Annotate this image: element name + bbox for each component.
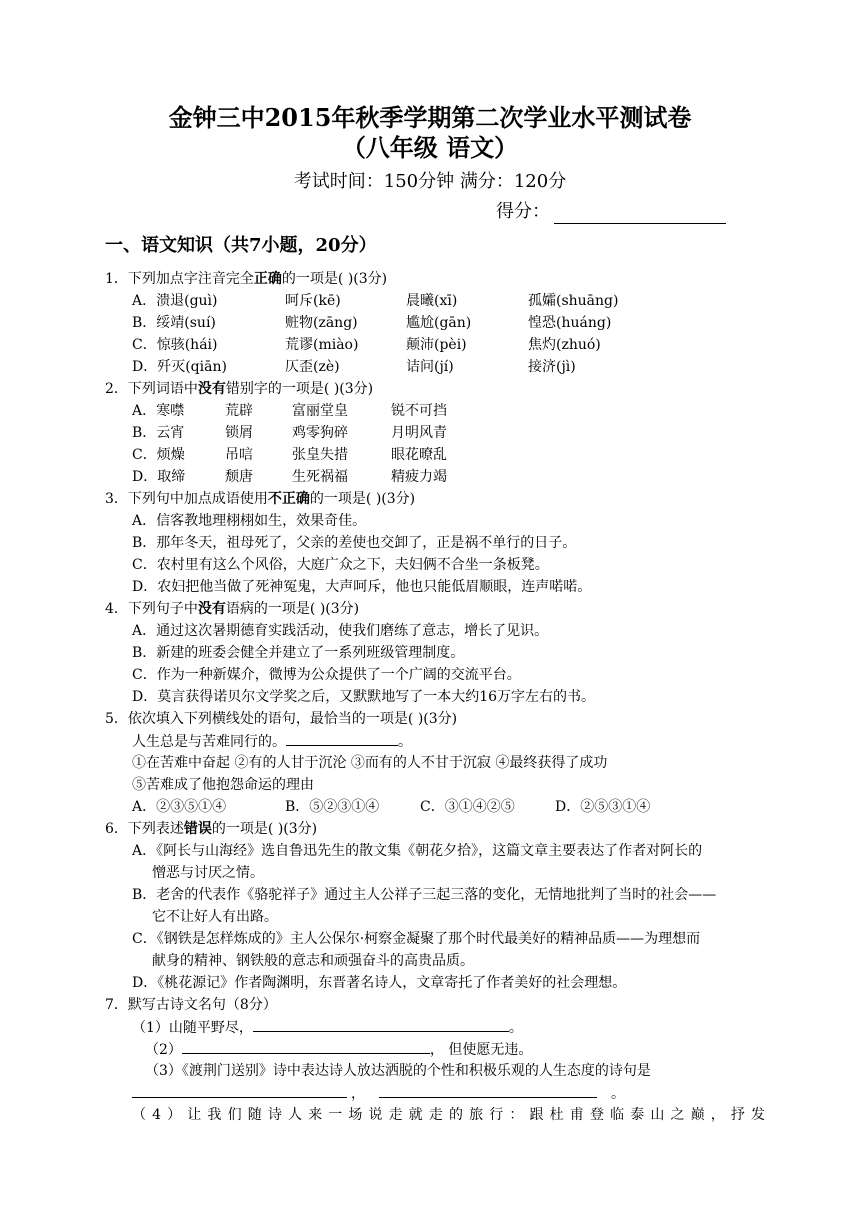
q3-option: A．信客教地理栩栩如生，效果奇佳。 (132, 513, 367, 529)
question-7-stem: 7．默写古诗文名句（8分） (105, 997, 277, 1013)
q6-option-a-cont: 憎恶与讨厌之情。 (152, 865, 264, 881)
question-2-stem (105, 378, 765, 400)
q7-part-1-label: （1）山随平野尽， (132, 1020, 253, 1036)
q5-option: B．⑤②③①④ (285, 799, 380, 815)
q2-stem-emphasis: 没有 (197, 381, 226, 397)
q1-cell: 颠沛(pèi) (406, 337, 467, 353)
q7-part-1 (105, 1016, 765, 1038)
q7-part-2-blank[interactable] (182, 1038, 430, 1054)
q2-cell: 颓唐 (225, 469, 253, 485)
q5-sentence (105, 730, 765, 752)
q3-option: C．农村里有这么个风俗，大庭广众之下，夫妇俩不合坐一条板凳。 (132, 557, 549, 573)
q1-stem-end: 的一项是( )(3分) (281, 271, 388, 287)
section-heading: 一、语文知识（共7小题，20分） (105, 235, 377, 256)
q5-option: C．③①④②⑤ (420, 799, 515, 815)
q5-sentence-end: 。 (398, 734, 412, 750)
q3-option: B．那年冬天，祖母死了，父亲的差使也交卸了，正是祸不单行的日子。 (132, 535, 577, 551)
score-label: 得分： (496, 201, 550, 222)
q1-cell: 赃物(zāng) (285, 315, 358, 331)
q7-part-2 (105, 1038, 765, 1060)
q2-cell: 眼花暸乱 (391, 447, 447, 463)
q7-part-1-end: 。 (508, 1020, 523, 1036)
q2-stem-end: 错别字的一项是( )(3分) (225, 381, 374, 397)
q6-option-a: A．《阿长与山海经》选自鲁迅先生的散文集《朝花夕拾》，这篇文章主要表达了作者对阿长的 (132, 843, 703, 859)
q7-part-3-separator: ， (351, 1086, 365, 1102)
q5-options (105, 796, 765, 818)
q2-cell: 月明风青 (391, 425, 447, 441)
q6-stem-emphasis: 错误 (183, 821, 212, 837)
q4-stem-end: 语病的一项是( )(3分) (225, 601, 360, 617)
question-5-stem: 5．依次填入下列横线处的语句，最恰当的一项是( )(3分) (105, 711, 458, 727)
q2-cell: B．云宵 (132, 425, 185, 441)
q2-cell: C．烦燥 (132, 447, 185, 463)
q1-cell: 呵斥(kē) (285, 293, 341, 309)
q7-part-2-label: （2） (145, 1042, 182, 1058)
q6-stem-start: 6．下列表述 (105, 821, 184, 837)
q1-cell: 诘问(jí) (406, 359, 454, 375)
q1-cell: 孤孀(shuāng) (528, 293, 619, 309)
q1-option-row (105, 312, 765, 334)
q1-cell: B．绥靖(suí) (132, 315, 216, 331)
q6-option-d: D．《桃花源记》作者陶渊明，东晋著名诗人，文章寄托了作者美好的社会理想。 (132, 975, 627, 991)
question-3-stem (105, 488, 765, 510)
q6-option-b-cont: 它不让好人有出路。 (152, 909, 278, 925)
q1-cell: 焦灼(zhuó) (528, 337, 601, 353)
q3-option: D．农妇把他当做了死神冤鬼，大声呵斥，他也只能低眉顺眼，连声喏喏。 (132, 579, 592, 595)
q2-option-row (105, 444, 765, 466)
q5-sentence-text: 人生总是与苦难同行的。 (132, 734, 286, 750)
questions (105, 268, 765, 1126)
q6-option-b: B．老舍的代表作《骆驼祥子》通过主人公祥子三起三落的变化，无情地批判了当时的社会—— (132, 887, 717, 903)
q2-cell: 荒辟 (225, 403, 253, 419)
q5-clauses: ①在苦难中奋起 ②有的人甘于沉沦 ③而有的人不甘于沉寂 ④最终获得了成功 (132, 755, 608, 771)
q2-cell: D．取缔 (132, 469, 186, 485)
q5-option: D．②⑤③①④ (555, 799, 651, 815)
q1-cell: D．歼灭(qiān) (132, 359, 227, 375)
exam-subtitle: （八年级 语文） (341, 133, 519, 162)
q1-cell: A．溃退(guì) (132, 293, 218, 309)
q6-stem-end: 的一项是( )(3分) (211, 821, 318, 837)
q2-cell: A．寒噤 (132, 403, 185, 419)
q2-cell: 富丽堂皇 (292, 403, 348, 419)
q2-cell: 锐不可挡 (391, 403, 447, 419)
q1-cell: 惶恐(huáng) (528, 315, 612, 331)
q2-option-row (105, 466, 765, 488)
q7-part-1-blank[interactable] (253, 1016, 509, 1032)
q1-cell: C．惊骇(hái) (132, 337, 218, 353)
q2-cell: 生死祸福 (292, 469, 348, 485)
question-6-stem (105, 818, 765, 840)
exam-title: 金钟三中2015年秋季学期第二次学业水平测试卷 (168, 103, 692, 132)
q4-option: B．新建的班委会健全并建立了一系列班级管理制度。 (132, 645, 465, 661)
q1-cell: 仄歪(zè) (285, 359, 340, 375)
q1-stem-emphasis: 正确 (253, 271, 282, 287)
q2-cell: 张皇失措 (292, 447, 348, 463)
q2-cell: 吊唁 (225, 447, 253, 463)
q6-option-c-cont: 献身的精神、钢铁般的意志和顽强奋斗的高贵品质。 (152, 953, 474, 969)
q3-stem-emphasis: 不正确 (267, 491, 310, 507)
q4-option: D．莫言获得诺贝尔文学奖之后，又默默地写了一本大约16万字左右的书。 (132, 689, 596, 705)
score-blank[interactable] (554, 205, 726, 224)
q1-cell: 荒谬(miào) (285, 337, 359, 353)
q7-part-3: （3）《渡荆门送别》诗中表达诗人放达洒脱的个性和积极乐观的人生态度的诗句是 (145, 1063, 651, 1079)
q5-answer-blank[interactable] (286, 730, 398, 746)
q2-cell: 锁屑 (225, 425, 253, 441)
q1-cell: 接济(jì) (528, 359, 576, 375)
q2-option-row (105, 422, 765, 444)
score-line (496, 200, 726, 224)
q4-stem-start: 4．下列句子中 (105, 601, 198, 617)
q3-stem-end: 的一项是( )(3分) (309, 491, 416, 507)
q1-stem-start: 1．下列加点字注音完全 (105, 271, 254, 287)
q7-part-3-blank-2[interactable] (379, 1082, 597, 1098)
q2-cell: 精疲力竭 (391, 469, 447, 485)
q3-stem-start: 3．下列句中加点成语使用 (105, 491, 268, 507)
q2-option-row (105, 400, 765, 422)
q4-option: A．通过这次暑期德育实践活动，使我们磨练了意志，增长了见识。 (132, 623, 549, 639)
q2-stem-start: 2．下列词语中 (105, 381, 198, 397)
question-1-stem (105, 268, 765, 290)
q1-option-row (105, 290, 765, 312)
q2-cell: 鸡零狗碎 (292, 425, 348, 441)
q5-clauses: ⑤苦难成了他抱怨命运的理由 (132, 777, 314, 793)
q7-part-4: （4）让我们随诗人来一场说走就走的旅行：跟杜甫登临泰山之巅，抒发 (132, 1107, 765, 1123)
q7-part-2-end: ， 但使愿无违。 (429, 1042, 533, 1058)
q6-option-c: C．《钢铁是怎样炼成的》主人公保尔·柯察金凝聚了那个时代最美好的精神品质——为理想而 (132, 931, 701, 947)
q7-part-3-answers (105, 1082, 765, 1104)
q4-stem-emphasis: 没有 (197, 601, 226, 617)
q1-option-row (105, 334, 765, 356)
q1-cell: 晨曦(xī) (406, 293, 458, 309)
q1-option-row (105, 356, 765, 378)
q4-option: C．作为一种新媒介，微博为公众提供了一个广阔的交流平台。 (132, 667, 521, 683)
q7-part-3-blank-1[interactable] (132, 1082, 347, 1098)
question-4-stem (105, 598, 765, 620)
q1-cell: 尴尬(gān) (406, 315, 472, 331)
q7-part-3-end: 。 (611, 1086, 625, 1102)
exam-info: 考试时间：150分钟 满分：120分 (293, 171, 567, 192)
q5-option: A．②③⑤①④ (132, 799, 227, 815)
